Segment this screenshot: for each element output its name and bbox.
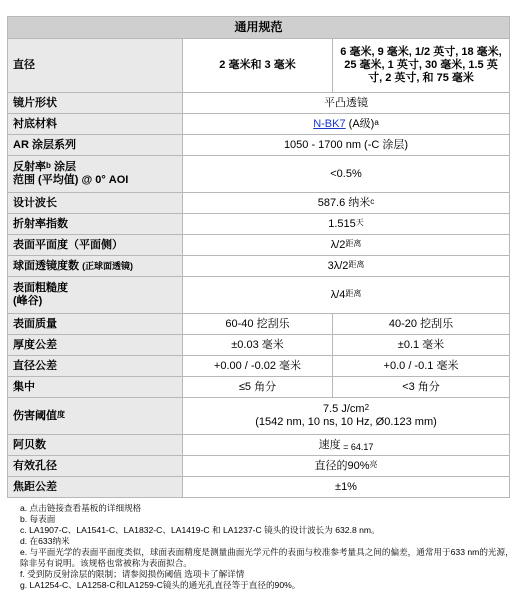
- cell-value: +0.0 / -0.1 毫米: [333, 356, 510, 377]
- table-row: [8, 356, 510, 377]
- row-label: 设计波长: [8, 193, 183, 214]
- value-text: (1542 nm, 10 ns, 10 Hz, Ø0.123 mm): [255, 416, 437, 428]
- row-label: [8, 256, 183, 277]
- footnotes: [20, 503, 518, 591]
- table-row: [8, 235, 510, 256]
- table-row: [8, 156, 510, 193]
- cell-value: [183, 456, 510, 477]
- cell-value: [183, 235, 510, 256]
- footnote: a. 点击链接查看基板的详细规格: [20, 503, 142, 513]
- value-text: 7.5 J/cm: [322, 403, 365, 415]
- cell-value: 40-20 挖刮乐: [333, 314, 510, 335]
- row-label: 镜片形状: [8, 93, 183, 114]
- footnote-marker: a: [374, 117, 379, 127]
- cell-value: [183, 435, 510, 456]
- table-row: [8, 114, 510, 135]
- footnote-marker: 天: [355, 217, 364, 227]
- cell-value: 2 毫米和 3 毫米: [183, 39, 333, 93]
- cell-value: 60-40 挖刮乐: [183, 314, 333, 335]
- footnote: c. LA1907-C、LA1541-C、LA1832-C、LA1419-C 和 LA1237-C 镜头的设计波长为 632.8 nm。: [20, 525, 380, 535]
- row-label: 集中: [8, 377, 183, 398]
- label-text: 表面粗糙度: [13, 282, 68, 294]
- value-subscript: = 64.17: [340, 441, 374, 452]
- value-text: 速度: [318, 438, 341, 451]
- cell-value: 平凸透镜: [183, 93, 510, 114]
- footnote: d. 在633纳米: [20, 536, 70, 546]
- table-row: [8, 398, 510, 435]
- footnote-marker: 距离: [345, 238, 362, 248]
- cell-value: ≤5 角分: [183, 377, 333, 398]
- footnote-marker: 亮: [369, 459, 378, 469]
- table-row: [8, 214, 510, 235]
- table-row: [8, 477, 510, 498]
- footnote: f. 受到防反射涂层的限制；请参阅损伤阈值 选项卡了解详情: [20, 569, 245, 579]
- footnote: g. LA1254-C、LA1258-C和LA1259-C镜头的通光孔直径等于直径的90%。: [20, 580, 301, 590]
- label-text: 范围 (平均值) @ 0° AOI: [13, 174, 129, 186]
- cell-value: +0.00 / -0.02 毫米: [183, 356, 333, 377]
- label-text: 球面透镜度数: [13, 259, 79, 272]
- cell-value: 6 毫米, 9 毫米, 1/2 英寸, 18 毫米, 25 毫米, 1 英寸, 30 毫米, 1.5 英寸, 2 英寸, 和 75 毫米: [333, 39, 510, 93]
- table-row: [8, 314, 510, 335]
- cell-value: [183, 114, 510, 135]
- substrate-link[interactable]: N-BK7: [313, 117, 346, 130]
- cell-value: [183, 398, 510, 435]
- cell-value: [183, 193, 510, 214]
- row-label: 直径公差: [8, 356, 183, 377]
- row-label: 表面质量: [8, 314, 183, 335]
- footnote: b. 每表面: [20, 514, 56, 524]
- footnote-marker: 度: [57, 409, 65, 419]
- table-row: [8, 39, 510, 93]
- spec-table: [7, 16, 510, 498]
- cell-value: [183, 214, 510, 235]
- row-label: [8, 398, 183, 435]
- cell-value: ±0.1 毫米: [333, 335, 510, 356]
- row-label: 厚度公差: [8, 335, 183, 356]
- cell-value: [183, 256, 510, 277]
- value-text: λ/2: [330, 238, 346, 251]
- cell-value: [183, 277, 510, 314]
- row-label: [8, 156, 183, 193]
- row-label: [8, 277, 183, 314]
- cell-value: <3 角分: [333, 377, 510, 398]
- cell-value: ±1%: [183, 477, 510, 498]
- label-text: (峰谷): [13, 295, 43, 307]
- row-label: 表面平面度（平面侧）: [8, 235, 183, 256]
- row-label: AR 涂层系列: [8, 135, 183, 156]
- footnote: e. 与平面光学的表面平面度类似，球面表面精度是测量曲面光学元件的表面与校准参考量具之间的偏差，通常用于633 nm的光源，除非另有说明。该规格也常被称为表面拟合。: [20, 547, 514, 568]
- cell-value: <0.5%: [183, 156, 510, 193]
- row-label: 阿贝数: [8, 435, 183, 456]
- table-row: [8, 193, 510, 214]
- label-note: (正球面透镜): [82, 260, 134, 271]
- table-row: [8, 335, 510, 356]
- table-row: [8, 435, 510, 456]
- substrate-grade: (A级): [345, 117, 375, 130]
- table-row: [8, 256, 510, 277]
- value-text: 直径的90%: [314, 459, 370, 472]
- table-row: [8, 277, 510, 314]
- row-label: 有效孔径: [8, 456, 183, 477]
- table-row: [8, 456, 510, 477]
- footnote-marker: b: [46, 161, 51, 170]
- footnote-marker: 距离: [348, 259, 365, 269]
- footnote-marker: c: [370, 196, 375, 206]
- value-text: 587.6 纳米: [317, 196, 371, 209]
- cell-value: ±0.03 毫米: [183, 335, 333, 356]
- label-text: 伤害阈值: [13, 409, 57, 422]
- unit-superscript: 2: [364, 403, 370, 412]
- table-header-row: [8, 17, 510, 39]
- row-label: 直径: [8, 39, 183, 93]
- table-row: [8, 377, 510, 398]
- table-row: [8, 135, 510, 156]
- row-label: 焦距公差: [8, 477, 183, 498]
- row-label: 折射率指数: [8, 214, 183, 235]
- value-text: 3λ/2: [327, 259, 349, 272]
- label-text: 涂层: [50, 161, 76, 173]
- value-text: 1.515: [328, 217, 356, 230]
- cell-value: 1050 - 1700 nm (-C 涂层): [183, 135, 510, 156]
- value-text: λ/4: [330, 288, 346, 301]
- footnote-marker: 距离: [345, 288, 362, 298]
- label-text: 反射率: [13, 161, 46, 173]
- row-label: 衬底材料: [8, 114, 183, 135]
- table-title: 通用规范: [8, 17, 510, 39]
- table-row: [8, 93, 510, 114]
